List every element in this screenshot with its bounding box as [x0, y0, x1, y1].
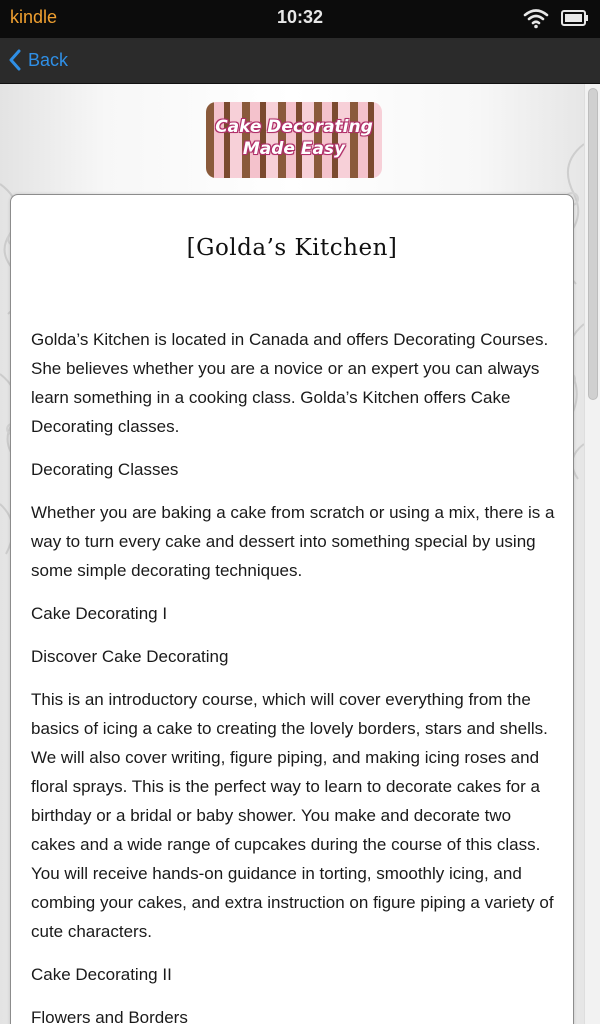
app-logo [206, 102, 382, 178]
carrier-label: kindle [10, 7, 58, 27]
content-area[interactable] [0, 84, 584, 1024]
section-heading: Cake Decorating II [31, 965, 172, 984]
section-subheading: Flowers and Borders [31, 1008, 188, 1024]
logo-text [206, 116, 382, 160]
chevron-left-icon [8, 49, 22, 71]
back-label: Back [28, 49, 69, 70]
nav-bar [0, 38, 600, 84]
wifi-icon [523, 7, 549, 29]
article-paragraph: Golda’s Kitchen is located in Canada and offers Decorating Courses. She believes whether you are a novice or an expert you can always learn something in a cooking class. Golda’s Kitchen offers Cake Decorating classes. [31, 330, 549, 436]
logo-line-1: Cake Decorating [215, 117, 373, 137]
status-bar [0, 0, 600, 38]
article-body [31, 325, 557, 1024]
clock: 10:32 [276, 7, 324, 27]
logo-line-2: Made Easy [242, 139, 346, 159]
section-heading: Cake Decorating I [31, 604, 168, 623]
battery-icon [561, 10, 589, 26]
section-subheading: Discover Cake Decorating [31, 647, 229, 666]
scrollbar[interactable] [584, 84, 600, 1024]
article-title: [Golda’s Kitchen] [186, 235, 398, 261]
article-paragraph: This is an introductory course, which will cover everything from the basics of icing a cake to creating the lovely borders, stars and shells. We will also cover writing, figure piping, and making icing roses and floral sprays. This is the perfect way to learn to decorate cakes for a birthday or a bridal or baby shower. You make and decorate two cakes and a wide range of cupcakes during the course of this class. You will receive hands-on guidance in torting, smoothly icing, and combing your cakes, and extra instruction on figure piping a variety of cute characters. [31, 690, 554, 941]
scrollbar-thumb[interactable] [588, 88, 598, 400]
article-card [10, 194, 574, 1024]
back-button[interactable] [8, 46, 68, 74]
article-paragraph: Whether you are baking a cake from scratch or using a mix, there is a way to turn every cake and dessert into something special by using some simple decorating techniques. [31, 503, 555, 580]
section-heading: Decorating Classes [31, 460, 179, 479]
